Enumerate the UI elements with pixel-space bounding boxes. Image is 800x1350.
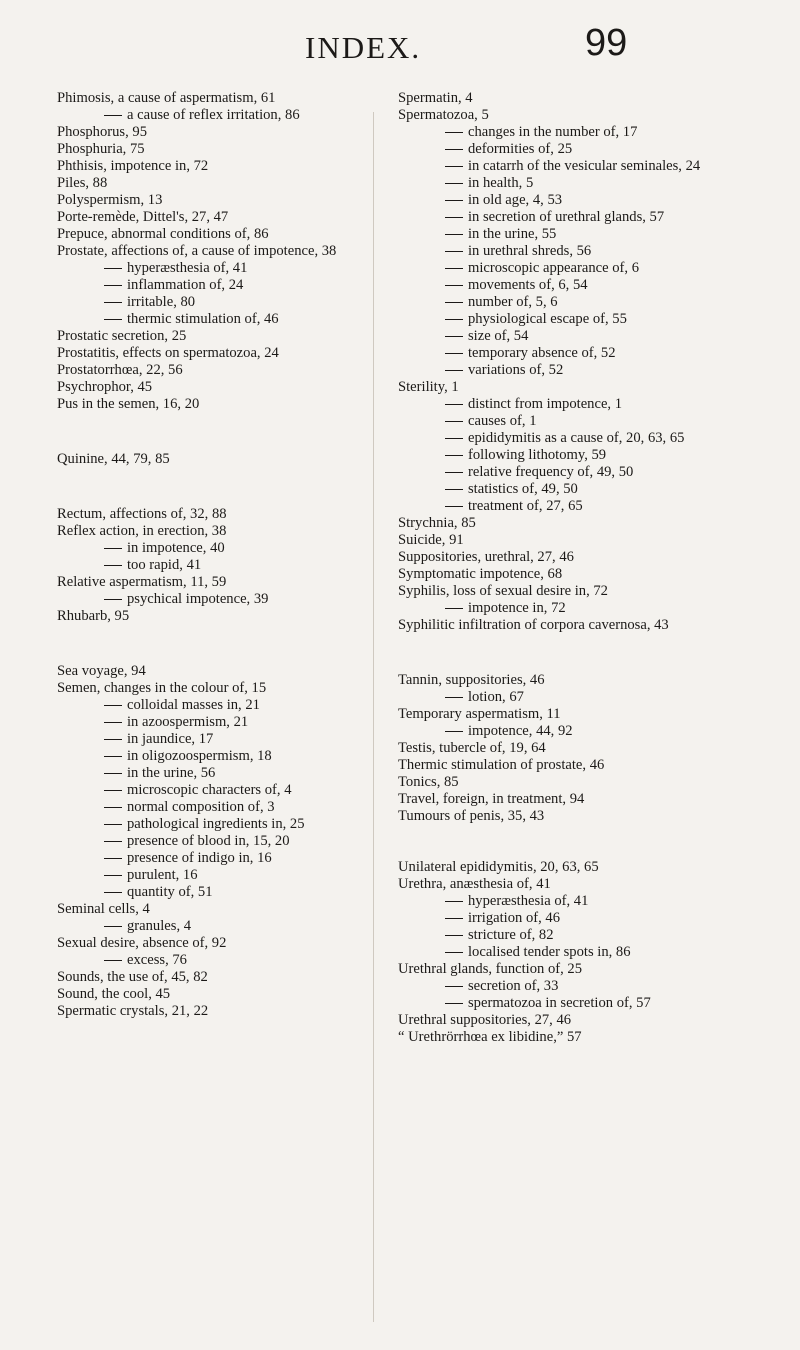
index-subentry: statistics of, 49, 50	[398, 481, 710, 498]
index-entry: Sea voyage, 94	[57, 663, 146, 679]
index-subentry: distinct from impotence, 1	[398, 396, 710, 413]
page-header	[0, 22, 800, 72]
column-divider	[373, 112, 374, 1322]
index-entry: Semen, changes in the colour of, 15	[57, 680, 267, 696]
index-entry: Unilateral epididymitis, 20, 63, 65	[398, 859, 599, 875]
index-subentry: epididymitis as a cause of, 20, 63, 65	[398, 430, 710, 447]
index-entry: Suppositories, urethral, 27, 46	[398, 549, 574, 565]
index-entry: Prostatic secretion, 25	[57, 328, 187, 344]
index-subentry: purulent, 16	[57, 867, 357, 884]
index-subentry: microscopic appearance of, 6	[398, 260, 710, 277]
index-entry: Sound, the cool, 45	[57, 986, 171, 1002]
index-subentry: size of, 54	[398, 328, 710, 345]
index-subentry: in jaundice, 17	[57, 731, 357, 748]
index-subentry: microscopic characters of, 4	[57, 782, 357, 799]
index-entry: Prostatitis, effects on spermatozoa, 24	[57, 345, 279, 361]
index-subentry: causes of, 1	[398, 413, 710, 430]
index-entry: Psychrophor, 45	[57, 379, 153, 395]
index-subentry: in oligozoospermism, 18	[57, 748, 357, 765]
index-entry: Prepuce, abnormal conditions of, 86	[57, 226, 269, 242]
index-subentry: in health, 5	[398, 175, 710, 192]
index-subentry: variations of, 52	[398, 362, 710, 379]
index-subentry: impotence, 44, 92	[398, 723, 710, 740]
index-subentry: presence of blood in, 15, 20	[57, 833, 357, 850]
index-entry: Rhubarb, 95	[57, 608, 130, 624]
index-entry: Prostate, affections of, a cause of impotence, 38	[57, 243, 337, 259]
index-entry: Testis, tubercle of, 19, 64	[398, 740, 546, 756]
index-entry: Rectum, affections of, 32, 88	[57, 506, 227, 522]
index-subentry: physiological escape of, 55	[398, 311, 710, 328]
index-subentry: colloidal masses in, 21	[57, 697, 357, 714]
index-entry: Tonics, 85	[398, 774, 459, 790]
index-entry: Tumours of penis, 35, 43	[398, 808, 545, 824]
index-subentry: treatment of, 27, 65	[398, 498, 710, 515]
index-entry: “ Urethrörrhœa ex libidine,” 57	[398, 1029, 582, 1045]
index-subentry: presence of indigo in, 16	[57, 850, 357, 867]
index-entry: Sterility, 1	[398, 379, 459, 395]
index-subentry: temporary absence of, 52	[398, 345, 710, 362]
index-subentry: granules, 4	[57, 918, 357, 935]
index-subentry: in old age, 4, 53	[398, 192, 710, 209]
index-entry: Seminal cells, 4	[57, 901, 150, 917]
index-subentry: thermic stimulation of, 46	[57, 311, 357, 328]
index-subentry: quantity of, 51	[57, 884, 357, 901]
index-subentry: irritable, 80	[57, 294, 357, 311]
index-subentry: irrigation of, 46	[398, 910, 710, 927]
index-entry: Temporary aspermatism, 11	[398, 706, 561, 722]
index-subentry: normal composition of, 3	[57, 799, 357, 816]
index-entry: Urethral suppositories, 27, 46	[398, 1012, 572, 1028]
index-entry: Phosphuria, 75	[57, 141, 145, 157]
index-subentry: following lithotomy, 59	[398, 447, 710, 464]
index-entry: Porte-remède, Dittel's, 27, 47	[57, 209, 229, 225]
index-subentry: in the urine, 56	[57, 765, 357, 782]
index-subentry: spermatozoa in secretion of, 57	[398, 995, 710, 1012]
index-entry: Piles, 88	[57, 175, 108, 191]
index-entry: Suicide, 91	[398, 532, 464, 548]
index-subentry: excess, 76	[57, 952, 357, 969]
index-entry: Polyspermism, 13	[57, 192, 163, 208]
index-subentry: hyperæsthesia of, 41	[398, 893, 710, 910]
index-entry: Spermatic crystals, 21, 22	[57, 1003, 209, 1019]
index-subentry: lotion, 67	[398, 689, 710, 706]
index-subentry: in catarrh of the vesicular seminales, 24	[398, 158, 710, 175]
index-subentry: pathological ingredients in, 25	[57, 816, 357, 833]
index-subentry: relative frequency of, 49, 50	[398, 464, 710, 481]
index-entry: Syphilis, loss of sexual desire in, 72	[398, 583, 608, 599]
index-entry: Urethra, anæsthesia of, 41	[398, 876, 551, 892]
index-column-right	[398, 90, 710, 1046]
index-entry: Sexual desire, absence of, 92	[57, 935, 227, 951]
index-entry: Tannin, suppositories, 46	[398, 672, 545, 688]
index-entry: Thermic stimulation of prostate, 46	[398, 757, 605, 773]
index-subentry: a cause of reflex irritation, 86	[57, 107, 357, 124]
index-entry: Reflex action, in erection, 38	[57, 523, 227, 539]
index-subentry: in secretion of urethral glands, 57	[398, 209, 710, 226]
index-entry: Symptomatic impotence, 68	[398, 566, 563, 582]
index-subentry: too rapid, 41	[57, 557, 357, 574]
index-entry: Quinine, 44, 79, 85	[57, 451, 170, 467]
index-entry: Phimosis, a cause of aspermatism, 61	[57, 90, 276, 106]
index-entry: Relative aspermatism, 11, 59	[57, 574, 227, 590]
index-entry: Pus in the semen, 16, 20	[57, 396, 200, 412]
index-entry: Phosphorus, 95	[57, 124, 148, 140]
index-subentry: stricture of, 82	[398, 927, 710, 944]
index-subentry: localised tender spots in, 86	[398, 944, 710, 961]
index-subentry: inflammation of, 24	[57, 277, 357, 294]
index-subentry: psychical impotence, 39	[57, 591, 357, 608]
index-entry: Spermatozoa, 5	[398, 107, 489, 123]
index-entry: Travel, foreign, in treatment, 94	[398, 791, 585, 807]
index-subentry: deformities of, 25	[398, 141, 710, 158]
index-entry: Phthisis, impotence in, 72	[57, 158, 209, 174]
index-subentry: impotence in, 72	[398, 600, 710, 617]
index-subentry: secretion of, 33	[398, 978, 710, 995]
index-subentry: changes in the number of, 17	[398, 124, 710, 141]
index-subentry: in urethral shreds, 56	[398, 243, 710, 260]
index-subentry: in the urine, 55	[398, 226, 710, 243]
index-entry: Strychnia, 85	[398, 515, 476, 531]
index-entry: Prostatorrhœa, 22, 56	[57, 362, 183, 378]
index-entry: Syphilitic infiltration of corpora cavernosa, 43	[398, 617, 669, 633]
index-entry: Spermatin, 4	[398, 90, 473, 106]
index-subentry: in azoospermism, 21	[57, 714, 357, 731]
page-title: INDEX.	[305, 30, 422, 65]
index-subentry: hyperæsthesia of, 41	[57, 260, 357, 277]
index-entry: Urethral glands, function of, 25	[398, 961, 582, 977]
index-subentry: in impotence, 40	[57, 540, 357, 557]
index-entry: Sounds, the use of, 45, 82	[57, 969, 208, 985]
page-number: 99	[585, 22, 628, 64]
index-subentry: number of, 5, 6	[398, 294, 710, 311]
index-subentry: movements of, 6, 54	[398, 277, 710, 294]
index-column-left	[57, 90, 357, 1020]
